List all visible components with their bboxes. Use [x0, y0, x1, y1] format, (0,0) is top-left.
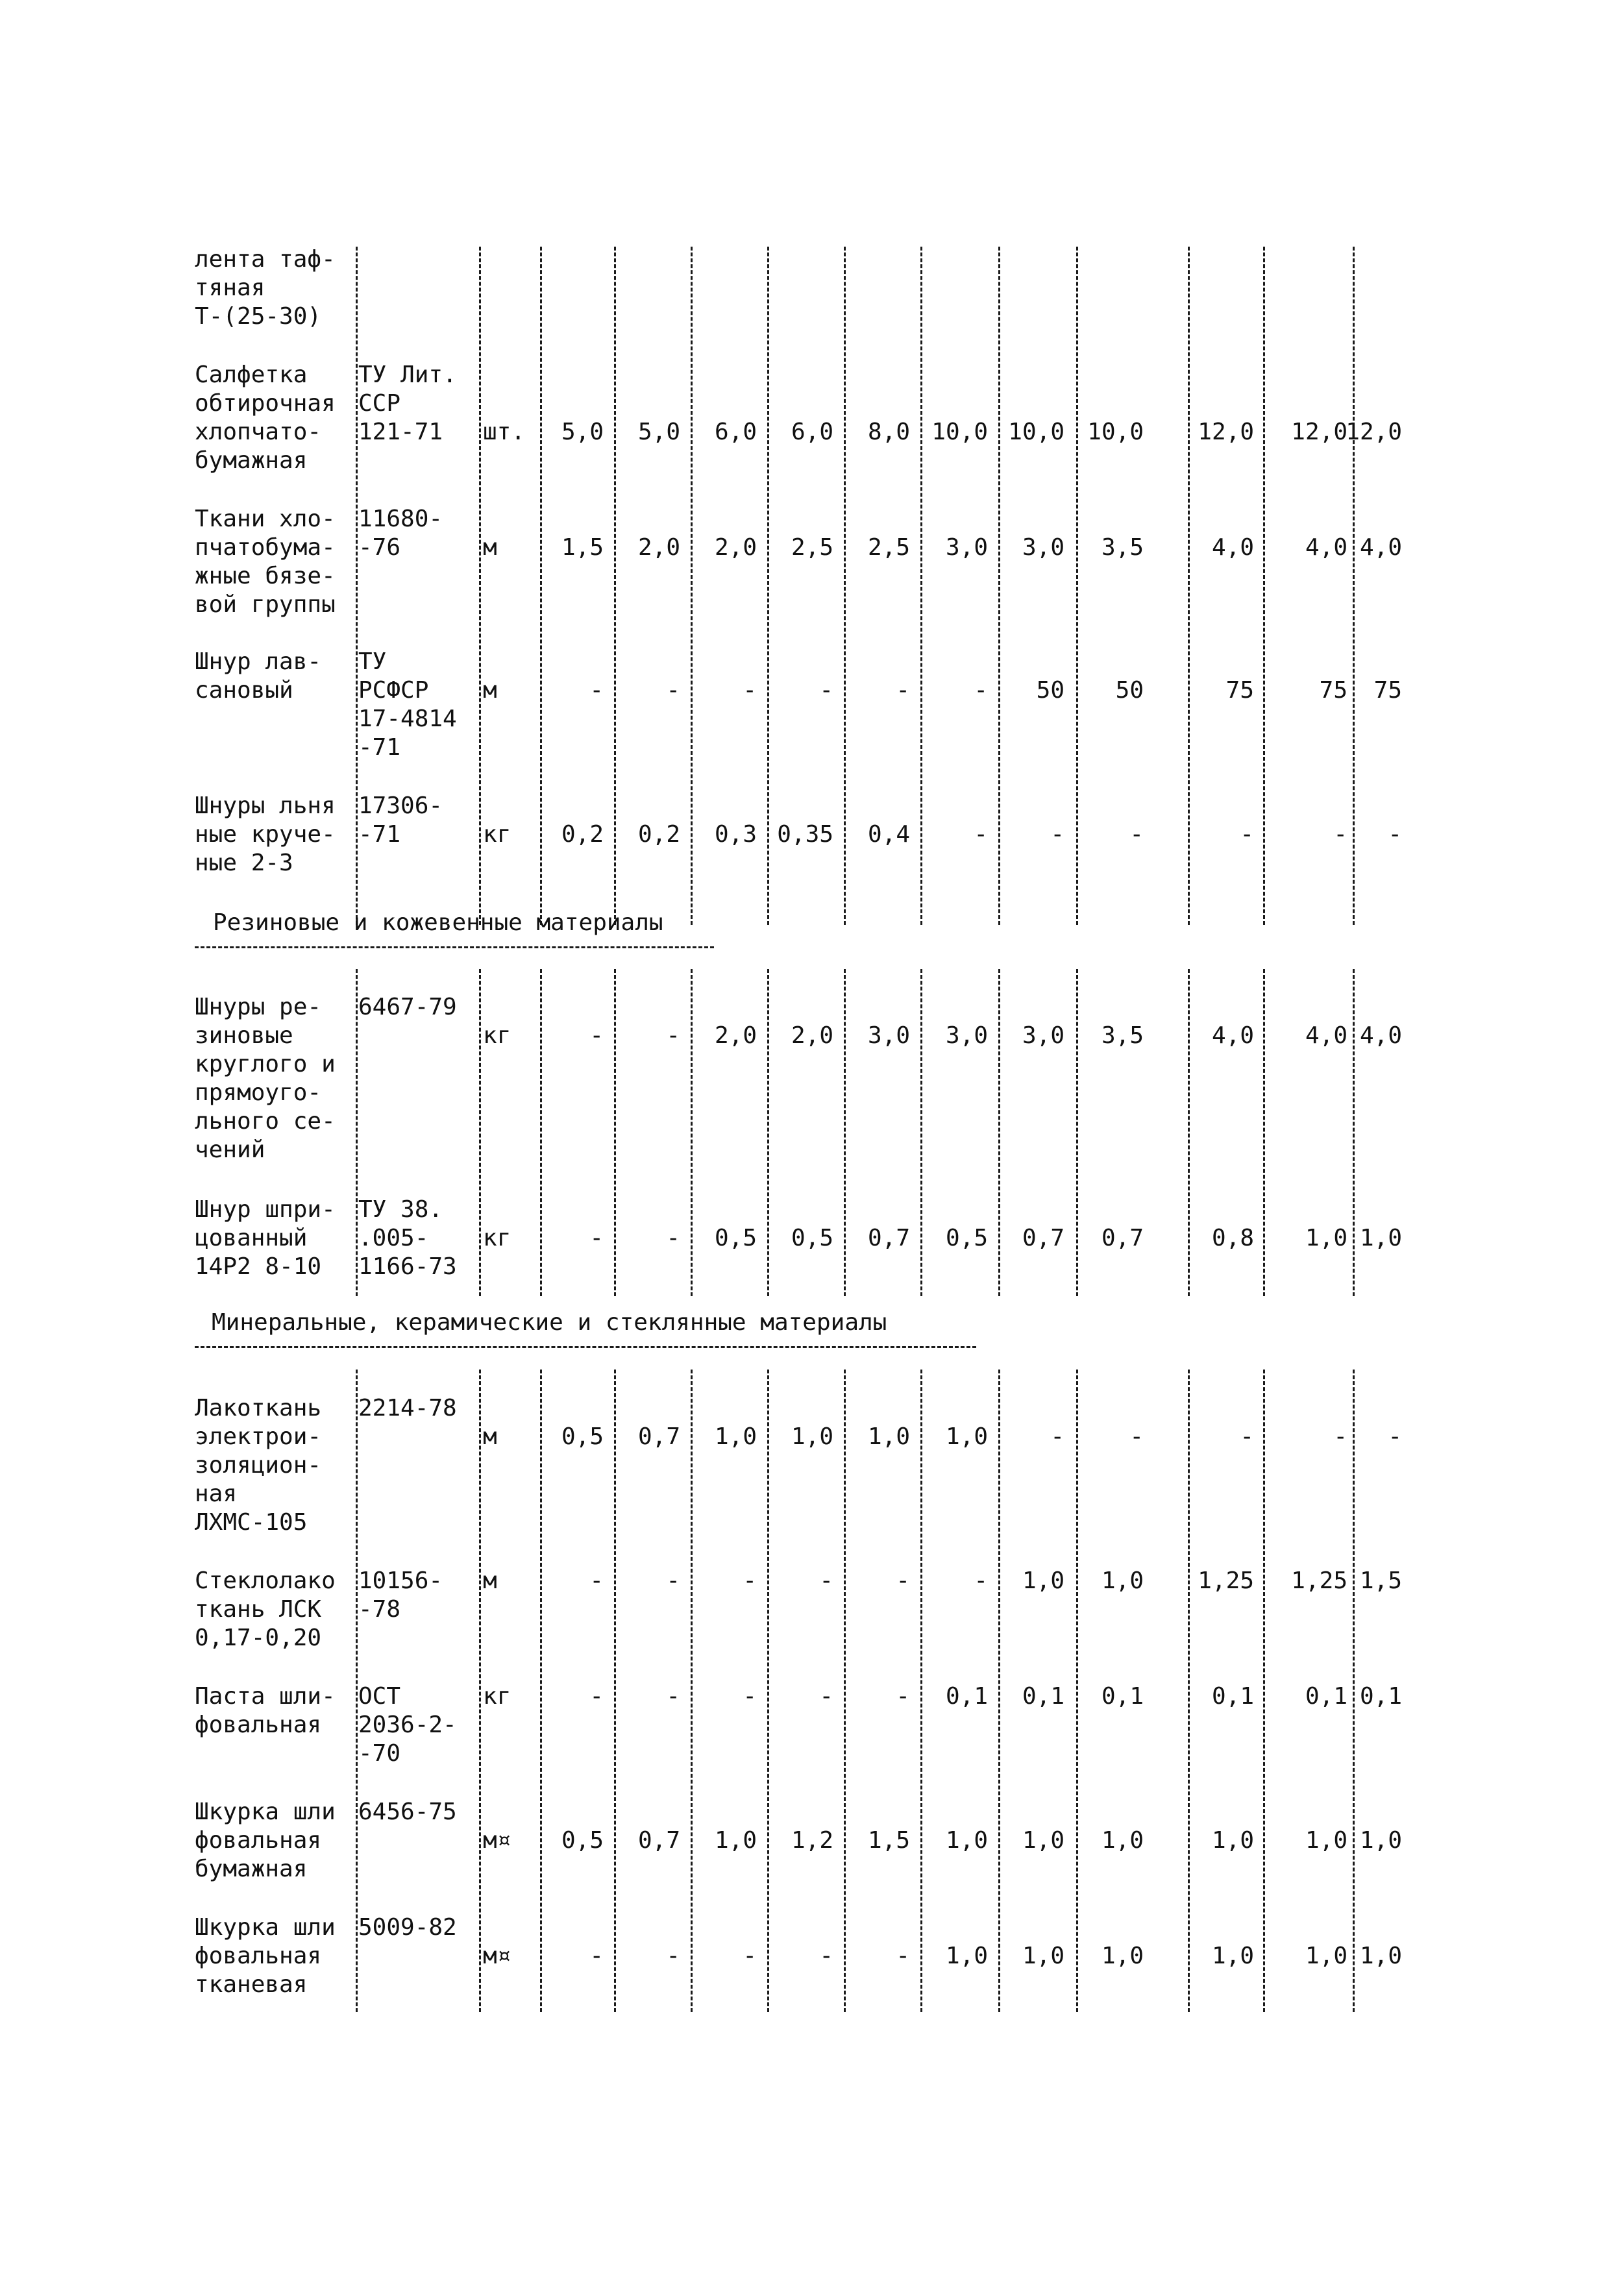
standard-line: 6456-75: [358, 1799, 457, 1825]
material-name-line: ЛХМС-105: [195, 1509, 308, 1536]
value-cell: 0,7: [637, 1423, 680, 1450]
material-name-line: бумажная: [195, 447, 308, 474]
value-cell: -: [896, 677, 910, 704]
value-cell: -: [666, 1567, 680, 1594]
value-cell: -: [974, 677, 988, 704]
value-cell: 12,0: [1346, 419, 1402, 445]
value-cell: -: [1388, 821, 1402, 848]
value-cell: 0,5: [945, 1225, 988, 1251]
column-separator: [1263, 247, 1265, 925]
value-cell: -: [819, 1567, 833, 1594]
material-name-line: Шкурка шли: [195, 1914, 336, 1941]
value-cell: 2,0: [791, 1022, 833, 1049]
standard-line: -71: [358, 821, 401, 848]
standard-line: 6467-79: [358, 994, 457, 1020]
value-cell: 1,5: [867, 1827, 910, 1854]
value-cell: -: [1333, 821, 1347, 848]
value-cell: 1,0: [1211, 1943, 1254, 1969]
value-cell: 0,5: [561, 1423, 604, 1450]
material-name-line: ные круче-: [195, 821, 336, 848]
value-cell: -: [589, 1683, 604, 1710]
section-heading: Минеральные, керамические и стеклянные материалы: [212, 1309, 887, 1336]
column-separator: [1263, 1370, 1265, 2012]
material-name-line: тканевая: [195, 1971, 308, 1998]
value-cell: 1,0: [1305, 1225, 1347, 1251]
standard-line: 10156-: [358, 1567, 443, 1594]
section-underline: [195, 1346, 976, 1348]
value-cell: 1,0: [1022, 1943, 1064, 1969]
column-separator: [356, 969, 358, 1296]
value-cell: 0,2: [561, 821, 604, 848]
material-name-line: Ткани хло-: [195, 506, 336, 532]
value-cell: 2,5: [791, 534, 833, 561]
material-name-line: пчатобума-: [195, 534, 336, 561]
value-cell: 1,0: [1305, 1827, 1347, 1854]
value-cell: 1,5: [561, 534, 604, 561]
value-cell: 1,25: [1291, 1567, 1347, 1594]
value-cell: 50: [1036, 677, 1064, 704]
unit-cell: кг: [483, 1683, 511, 1710]
value-cell: -: [896, 1567, 910, 1594]
material-name-line: вой группы: [195, 591, 336, 618]
standard-line: 121-71: [358, 419, 443, 445]
value-cell: 4,0: [1359, 1022, 1402, 1049]
value-cell: 10,0: [1008, 419, 1064, 445]
material-name-line: Шнуры ре-: [195, 994, 322, 1020]
standard-line: 17-4814: [358, 706, 457, 732]
value-cell: 0,5: [714, 1225, 757, 1251]
unit-cell: м¤: [483, 1943, 511, 1969]
standard-line: 2036-2-: [358, 1712, 457, 1738]
value-cell: 3,5: [1101, 534, 1144, 561]
material-name-line: Шкурка шли: [195, 1799, 336, 1825]
value-cell: 3,0: [867, 1022, 910, 1049]
value-cell: -: [1333, 1423, 1347, 1450]
value-cell: -: [819, 1943, 833, 1969]
value-cell: 6,0: [714, 419, 757, 445]
unit-cell: кг: [483, 1022, 511, 1049]
value-cell: -: [743, 1683, 757, 1710]
material-name-line: бумажная: [195, 1856, 308, 1882]
value-cell: -: [1129, 821, 1144, 848]
value-cell: 12,0: [1291, 419, 1347, 445]
value-cell: 3,0: [945, 534, 988, 561]
material-name-line: электрои-: [195, 1423, 322, 1450]
value-cell: -: [666, 1225, 680, 1251]
value-cell: -: [743, 1567, 757, 1594]
value-cell: -: [974, 1567, 988, 1594]
value-cell: 1,0: [1022, 1827, 1064, 1854]
value-cell: -: [589, 1567, 604, 1594]
material-name-line: цованный: [195, 1225, 308, 1251]
material-name-line: Шнуры льня: [195, 793, 336, 819]
value-cell: 3,0: [1022, 534, 1064, 561]
value-cell: 12,0: [1198, 419, 1254, 445]
value-cell: 0,1: [1101, 1683, 1144, 1710]
standard-line: -76: [358, 534, 401, 561]
value-cell: 0,7: [1022, 1225, 1064, 1251]
column-separator: [356, 1370, 358, 2012]
value-cell: 1,0: [714, 1827, 757, 1854]
unit-cell: кг: [483, 1225, 511, 1251]
material-name-line: ные 2-3: [195, 850, 293, 876]
column-separator: [356, 247, 358, 925]
material-name-line: ная: [195, 1481, 238, 1507]
value-cell: -: [666, 677, 680, 704]
value-cell: 50: [1115, 677, 1144, 704]
unit-cell: м: [483, 1423, 497, 1450]
column-separator: [479, 969, 481, 1296]
material-name-line: фовальная: [195, 1827, 322, 1854]
value-cell: 10,0: [1087, 419, 1144, 445]
value-cell: -: [743, 677, 757, 704]
value-cell: 5,0: [637, 419, 680, 445]
value-cell: 4,0: [1305, 534, 1347, 561]
value-cell: 1,0: [714, 1423, 757, 1450]
section-heading: Резиновые и кожевенные материалы: [213, 909, 663, 936]
value-cell: 1,0: [1359, 1827, 1402, 1854]
value-cell: 75: [1225, 677, 1254, 704]
unit-cell: м: [483, 534, 497, 561]
value-cell: 0,5: [791, 1225, 833, 1251]
value-cell: 1,0: [1211, 1827, 1254, 1854]
material-name-line: жные бязе-: [195, 563, 336, 589]
value-cell: 2,0: [714, 534, 757, 561]
value-cell: 0,1: [945, 1683, 988, 1710]
value-cell: 1,0: [945, 1827, 988, 1854]
value-cell: 0,7: [1101, 1225, 1144, 1251]
material-name-line: Шнур шпри-: [195, 1196, 336, 1223]
value-cell: 8,0: [867, 419, 910, 445]
value-cell: -: [1129, 1423, 1144, 1450]
section-underline: [195, 946, 714, 948]
value-cell: 0,1: [1211, 1683, 1254, 1710]
standard-line: 17306-: [358, 793, 443, 819]
material-name-line: лента таф-: [195, 246, 336, 273]
material-name-line: льного се-: [195, 1108, 336, 1135]
value-cell: 10,0: [931, 419, 988, 445]
value-cell: 0,1: [1359, 1683, 1402, 1710]
value-cell: 0,2: [637, 821, 680, 848]
material-name-line: 14Р2 8-10: [195, 1253, 322, 1280]
value-cell: 0,7: [867, 1225, 910, 1251]
value-cell: 1,0: [791, 1423, 833, 1450]
unit-cell: м¤: [483, 1827, 511, 1854]
value-cell: 0,7: [637, 1827, 680, 1854]
unit-cell: кг: [483, 821, 511, 848]
material-name-line: хлопчато-: [195, 419, 322, 445]
value-cell: -: [1050, 821, 1064, 848]
material-name-line: Стеклолако: [195, 1567, 336, 1594]
standard-line: 1166-73: [358, 1253, 457, 1280]
value-cell: -: [666, 1683, 680, 1710]
standard-line: ССР: [358, 390, 401, 417]
standard-line: ТУ: [358, 648, 387, 675]
value-cell: 3,5: [1101, 1022, 1144, 1049]
value-cell: -: [666, 1022, 680, 1049]
material-name-line: сановый: [195, 677, 293, 704]
value-cell: 4,0: [1359, 534, 1402, 561]
standard-line: -70: [358, 1740, 401, 1767]
value-cell: 2,5: [867, 534, 910, 561]
value-cell: -: [819, 677, 833, 704]
value-cell: 3,0: [945, 1022, 988, 1049]
value-cell: -: [743, 1943, 757, 1969]
value-cell: 5,0: [561, 419, 604, 445]
value-cell: 1,25: [1198, 1567, 1254, 1594]
value-cell: -: [1050, 1423, 1064, 1450]
value-cell: 0,5: [561, 1827, 604, 1854]
value-cell: 1,5: [1359, 1567, 1402, 1594]
material-name-line: 0,17-0,20: [195, 1625, 322, 1651]
value-cell: 4,0: [1211, 534, 1254, 561]
value-cell: 0,4: [867, 821, 910, 848]
material-name-line: зиновые: [195, 1022, 293, 1049]
material-name-line: чений: [195, 1137, 265, 1163]
material-name-line: ткань ЛСК: [195, 1596, 322, 1623]
value-cell: 1,0: [1359, 1943, 1402, 1969]
value-cell: 0,3: [714, 821, 757, 848]
value-cell: -: [974, 821, 988, 848]
value-cell: -: [896, 1943, 910, 1969]
unit-cell: м: [483, 1567, 497, 1594]
standard-line: ТУ Лит.: [358, 362, 457, 388]
value-cell: -: [1388, 1423, 1402, 1450]
material-name-line: круглого и: [195, 1051, 336, 1077]
standard-line: -78: [358, 1596, 401, 1623]
value-cell: 1,0: [1101, 1943, 1144, 1969]
value-cell: 4,0: [1211, 1022, 1254, 1049]
standard-line: .005-: [358, 1225, 429, 1251]
standard-line: ТУ 38.: [358, 1196, 443, 1223]
unit-cell: м: [483, 677, 497, 704]
value-cell: 1,0: [1305, 1943, 1347, 1969]
standard-line: -71: [358, 734, 401, 761]
value-cell: 1,0: [1359, 1225, 1402, 1251]
value-cell: 1,2: [791, 1827, 833, 1854]
material-name-line: Т-(25-30): [195, 303, 322, 330]
standard-line: 11680-: [358, 506, 443, 532]
value-cell: 75: [1373, 677, 1402, 704]
value-cell: -: [589, 1225, 604, 1251]
value-cell: 2,0: [714, 1022, 757, 1049]
value-cell: 1,0: [867, 1423, 910, 1450]
value-cell: 1,0: [945, 1943, 988, 1969]
value-cell: 1,0: [945, 1423, 988, 1450]
column-separator: [479, 247, 481, 925]
material-name-line: Лакоткань: [195, 1395, 322, 1421]
unit-cell: шт.: [483, 419, 526, 445]
value-cell: 3,0: [1022, 1022, 1064, 1049]
value-cell: 75: [1319, 677, 1347, 704]
material-name-line: Шнур лав-: [195, 648, 322, 675]
standard-line: РСФСР: [358, 677, 429, 704]
material-name-line: фовальная: [195, 1712, 322, 1738]
value-cell: -: [589, 1022, 604, 1049]
value-cell: 6,0: [791, 419, 833, 445]
value-cell: 2,0: [637, 534, 680, 561]
column-separator: [479, 1370, 481, 2012]
value-cell: -: [896, 1683, 910, 1710]
material-name-line: Салфетка: [195, 362, 308, 388]
value-cell: -: [819, 1683, 833, 1710]
material-name-line: Паста шли-: [195, 1683, 336, 1710]
value-cell: 0,1: [1022, 1683, 1064, 1710]
value-cell: 1,0: [1022, 1567, 1064, 1594]
value-cell: 1,0: [1101, 1827, 1144, 1854]
value-cell: 1,0: [1101, 1567, 1144, 1594]
material-name-line: золяцион-: [195, 1452, 322, 1479]
standard-line: 5009-82: [358, 1914, 457, 1941]
value-cell: -: [589, 677, 604, 704]
value-cell: -: [1240, 1423, 1254, 1450]
standard-line: 2214-78: [358, 1395, 457, 1421]
material-name-line: тяная: [195, 275, 265, 301]
value-cell: -: [589, 1943, 604, 1969]
material-name-line: фовальная: [195, 1943, 322, 1969]
value-cell: -: [666, 1943, 680, 1969]
value-cell: -: [1240, 821, 1254, 848]
standard-line: ОСТ: [358, 1683, 401, 1710]
value-cell: 0,35: [777, 821, 833, 848]
material-name-line: прямоуго-: [195, 1079, 322, 1106]
value-cell: 0,8: [1211, 1225, 1254, 1251]
value-cell: 0,1: [1305, 1683, 1347, 1710]
column-separator: [1263, 969, 1265, 1296]
value-cell: 4,0: [1305, 1022, 1347, 1049]
material-name-line: обтирочная: [195, 390, 336, 417]
